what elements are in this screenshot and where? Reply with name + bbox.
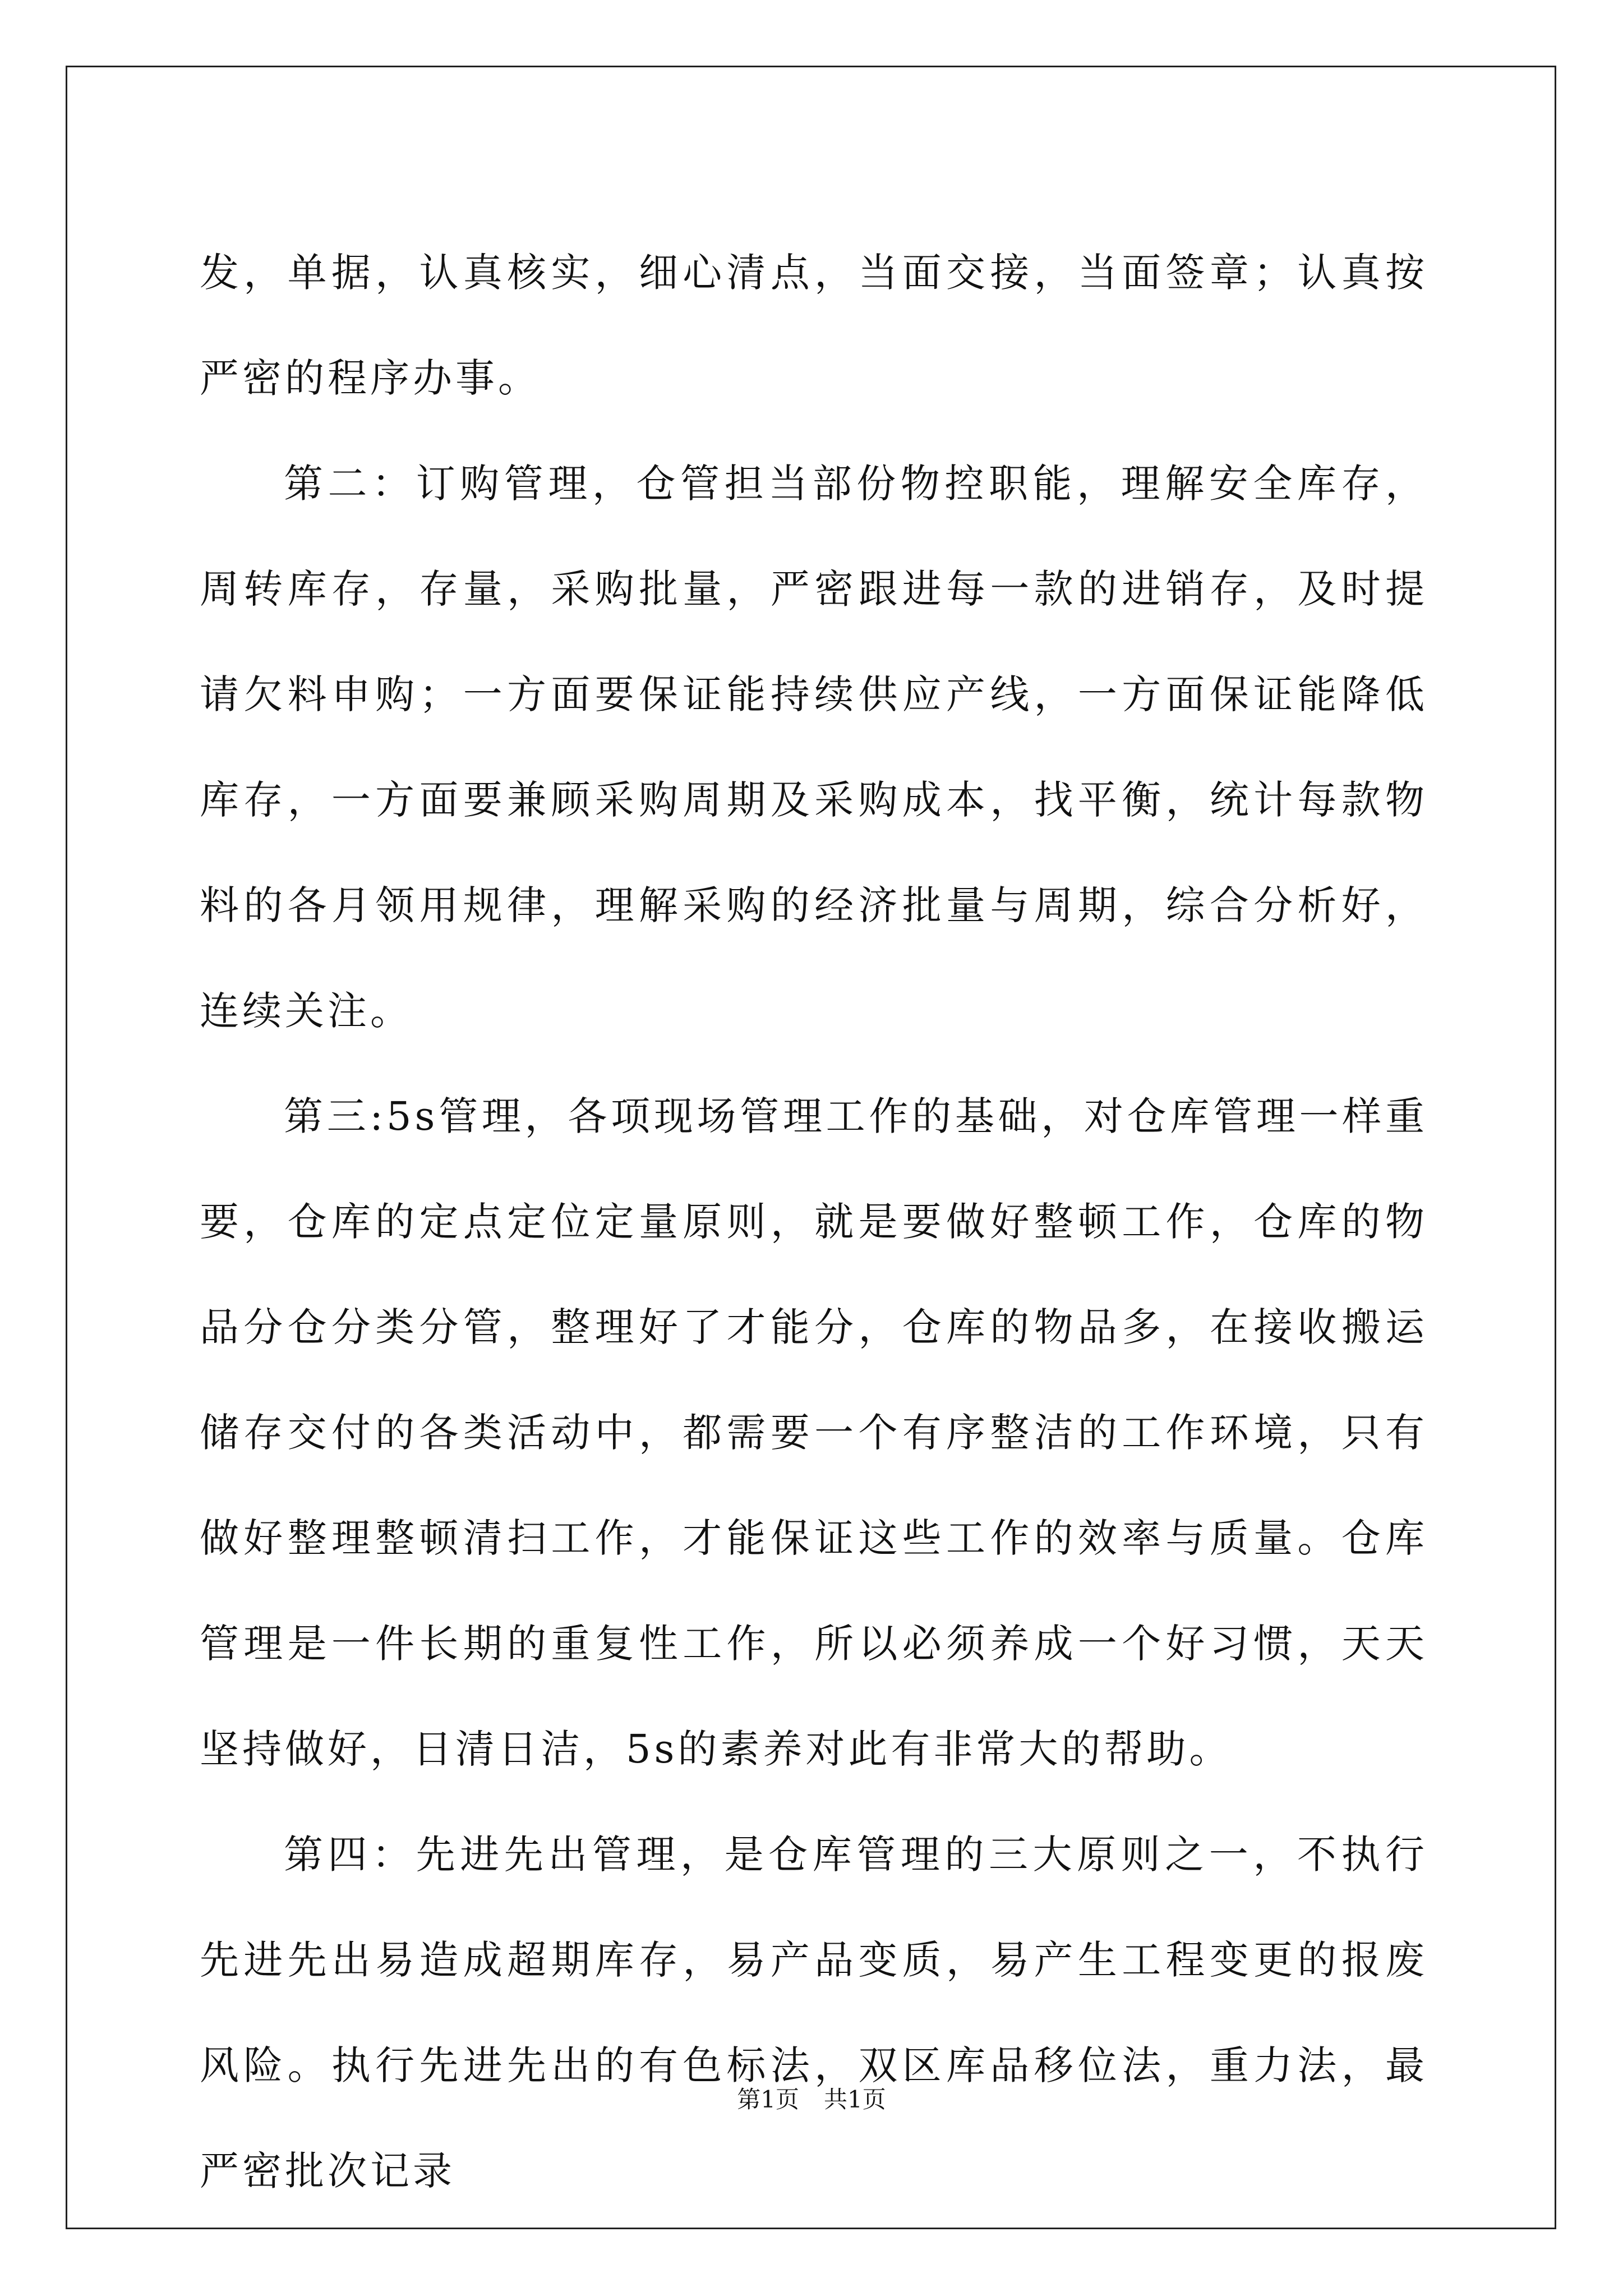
page-footer bbox=[0, 2083, 1623, 2116]
paragraph-2: 第二：订购管理，仓管担当部份物控职能，理解安全库存，周转库存，存量，采购批量，严密跟进每一款的进销存，及时提请欠料申购；一方面要保证能持续供应产线，一方面保证能降低库存，一方面要兼顾采购周期及采购成本，找平衡，统计每款物料的各月领用规律，理解采购的经济批量与周期，综合分析好，连续关注。 bbox=[200, 461, 1428, 1034]
page-number-current: 第1页 bbox=[737, 2086, 799, 2113]
document-body bbox=[200, 220, 1428, 2224]
paragraph-3: 第三:5s管理，各项现场管理工作的基础，对仓库管理一样重要，仓库的定点定位定量原则，就是要做好整顿工作，仓库的物品分仓分类分管，整理好了才能分，仓库的物品多，在接收搬运储存交付的各类活动中，都需要一个有序整洁的工作环境，只有做好整理整顿清扫工作，才能保证这些工作的效率与质量。仓库管理是一件长期的重复性工作，所以必须养成一个好习惯，天天坚持做好，日清日洁，5s的素养对此有非常大的帮助。 bbox=[200, 1093, 1428, 1772]
paragraph-1: 发，单据，认真核实，细心清点，当面交接，当面签章；认真按严密的程序办事。 bbox=[200, 250, 1428, 401]
paragraph-4: 第四：先进先出管理，是仓库管理的三大原则之一，不执行先进先出易造成超期库存，易产品变质，易产生工程变更的报废风险。执行先进先出的有色标法，双区库品移位法，重力法，最严密批次记录 bbox=[200, 1832, 1428, 2194]
page-number-total: 共1页 bbox=[824, 2086, 886, 2113]
